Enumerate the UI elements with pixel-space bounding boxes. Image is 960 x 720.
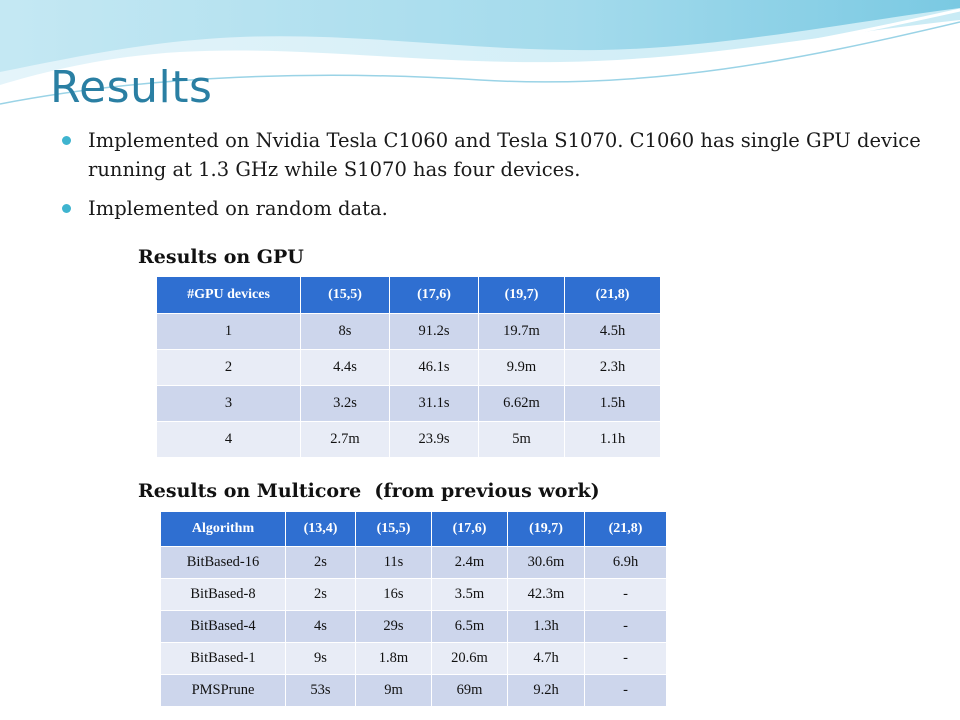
table-cell: BitBased-1 xyxy=(161,643,286,675)
table-cell: 3.2s xyxy=(301,386,390,422)
table-cell: 2s xyxy=(286,579,356,611)
table-cell: 9s xyxy=(286,643,356,675)
table-cell: 69m xyxy=(432,675,508,707)
table-header-cell: (19,7) xyxy=(479,277,565,314)
table-header-cell: (13,4) xyxy=(286,512,356,547)
table-header-cell: (15,5) xyxy=(356,512,432,547)
table-cell: 19.7m xyxy=(479,314,565,350)
table-cell: 53s xyxy=(286,675,356,707)
table-cell: 91.2s xyxy=(390,314,479,350)
table-cell: 9.9m xyxy=(479,350,565,386)
gpu-results-table xyxy=(156,276,661,458)
table-cell: 1 xyxy=(157,314,301,350)
bullet-item xyxy=(62,126,922,184)
table-header-cell: #GPU devices xyxy=(157,277,301,314)
bullet-dot-icon xyxy=(62,136,71,145)
table-cell: 4s xyxy=(286,611,356,643)
table-row xyxy=(161,611,667,643)
table-cell: - xyxy=(585,579,667,611)
table-cell: 2s xyxy=(286,547,356,579)
bullet-list xyxy=(62,126,922,233)
table-row xyxy=(157,314,661,350)
table-cell: 9.2h xyxy=(508,675,585,707)
multicore-results-heading: Results on Multicore (from previous work) xyxy=(138,480,600,502)
bullet-dot-icon xyxy=(62,204,71,213)
table-header-cell: (21,8) xyxy=(565,277,661,314)
table-cell: 6.9h xyxy=(585,547,667,579)
bullet-text: Implemented on random data. xyxy=(88,197,388,220)
multicore-results-table xyxy=(160,511,667,707)
table-cell: 4.4s xyxy=(301,350,390,386)
bullet-item xyxy=(62,194,922,223)
table-cell: 31.1s xyxy=(390,386,479,422)
table-cell: 2.3h xyxy=(565,350,661,386)
gpu-results-heading: Results on GPU xyxy=(138,246,304,268)
table-header-row xyxy=(157,277,661,314)
table-cell: 20.6m xyxy=(432,643,508,675)
table-cell: 8s xyxy=(301,314,390,350)
table-cell: 4.5h xyxy=(565,314,661,350)
table-cell: 46.1s xyxy=(390,350,479,386)
table-cell: 11s xyxy=(356,547,432,579)
table-header-cell: Algorithm xyxy=(161,512,286,547)
table-cell: BitBased-8 xyxy=(161,579,286,611)
table-cell: 30.6m xyxy=(508,547,585,579)
table-cell: 4.7h xyxy=(508,643,585,675)
table-cell: 5m xyxy=(479,422,565,458)
table-row xyxy=(161,547,667,579)
table-cell: 1.8m xyxy=(356,643,432,675)
table-cell: 29s xyxy=(356,611,432,643)
table-cell: BitBased-16 xyxy=(161,547,286,579)
table-row xyxy=(157,386,661,422)
table-header-cell: (21,8) xyxy=(585,512,667,547)
table-cell: 4 xyxy=(157,422,301,458)
table-cell: 2.7m xyxy=(301,422,390,458)
table-cell: 6.62m xyxy=(479,386,565,422)
table-cell: 42.3m xyxy=(508,579,585,611)
table-cell: - xyxy=(585,675,667,707)
table-header-cell: (15,5) xyxy=(301,277,390,314)
table-header-cell: (17,6) xyxy=(432,512,508,547)
table-cell: 23.9s xyxy=(390,422,479,458)
bullet-text: Implemented on Nvidia Tesla C1060 and Tesla S1070. C1060 has single GPU device running at 1.3 GHz while S1070 has four devices. xyxy=(88,129,921,181)
table-row xyxy=(157,350,661,386)
table-cell: - xyxy=(585,611,667,643)
table-header-row xyxy=(161,512,667,547)
table-cell: 9m xyxy=(356,675,432,707)
table-cell: 3 xyxy=(157,386,301,422)
table-header-cell: (19,7) xyxy=(508,512,585,547)
table-cell: 2.4m xyxy=(432,547,508,579)
table-cell: 6.5m xyxy=(432,611,508,643)
table-row xyxy=(161,643,667,675)
table-cell: 1.1h xyxy=(565,422,661,458)
slide-title: Results xyxy=(50,62,213,113)
table-row xyxy=(161,675,667,707)
table-cell: 1.5h xyxy=(565,386,661,422)
table-cell: 1.3h xyxy=(508,611,585,643)
table-cell: - xyxy=(585,643,667,675)
table-cell: 3.5m xyxy=(432,579,508,611)
table-cell: PMSPrune xyxy=(161,675,286,707)
table-row xyxy=(157,422,661,458)
table-cell: BitBased-4 xyxy=(161,611,286,643)
table-cell: 2 xyxy=(157,350,301,386)
table-header-cell: (17,6) xyxy=(390,277,479,314)
table-row xyxy=(161,579,667,611)
table-cell: 16s xyxy=(356,579,432,611)
